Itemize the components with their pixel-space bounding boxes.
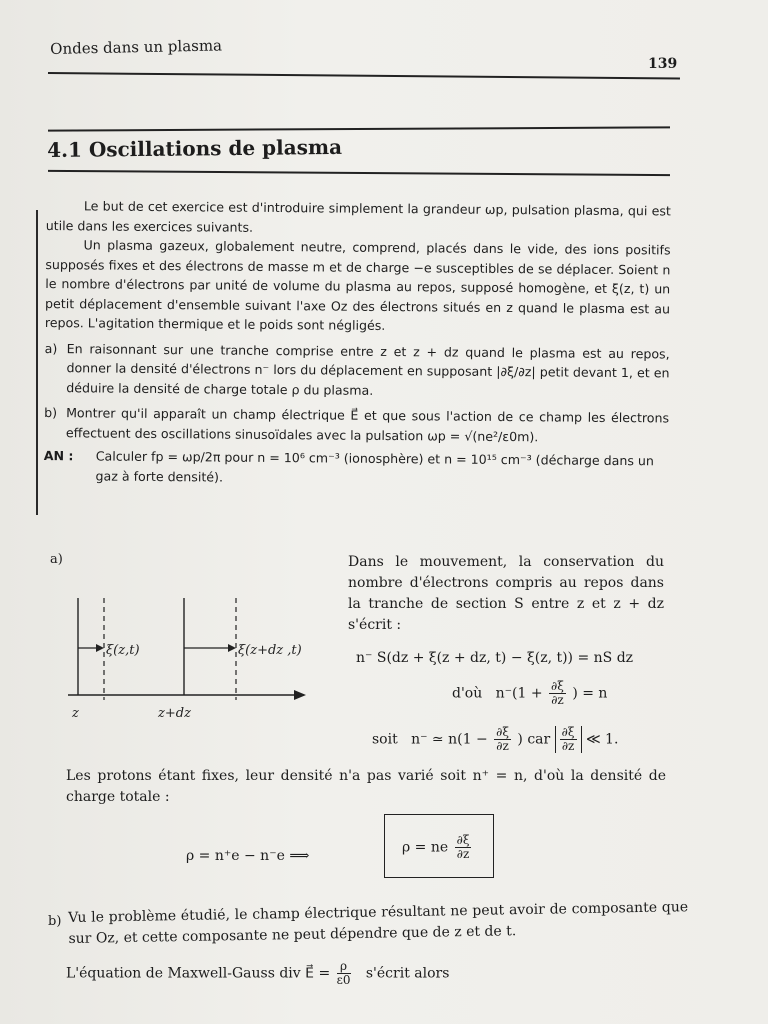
eq3-numerator: ∂ξ (496, 725, 509, 739)
eq5-denominator: ∂z (456, 847, 470, 861)
solution-b-label: b) (48, 914, 62, 929)
protons-text: Les protons étant fixes, leur densité n'a pas varié soit n⁺ = n, d'où la densité de charge totale : (66, 768, 666, 805)
maxwell-denominator: ε0 (336, 973, 351, 987)
title-rule-top (48, 126, 670, 131)
page-number: 139 (648, 56, 678, 72)
exercise-intro-1: Le but de cet exercice est d'introduire simplement la grandeur ωp, pulsation plasma, qui est utile dans les exercices suivants. (45, 198, 671, 235)
exercise-statement (43, 196, 670, 490)
eq2-prefix: d'où (452, 685, 483, 702)
slice-diagram (58, 590, 318, 724)
question-a-text: En raisonnant sur une tranche comprise entre z et z + dz quand le plasma est au repos, donner la densité d'électrons n⁻ lors du déplacement en supposant |∂ξ/∂z| petit devant 1, et en déduire la densité de charge totale ρ du plasma. (66, 340, 670, 398)
maxwell-end: s'écrit alors (365, 965, 450, 982)
eq5-left: ρ = ne (402, 839, 449, 856)
eq3-prefix: soit (372, 731, 398, 748)
eq3-abs-numerator: ∂ξ (561, 725, 575, 739)
maxwell-numerator: ρ (337, 960, 351, 974)
eq3-abs-fraction (560, 726, 577, 753)
displacement-arrowhead-1 (96, 644, 104, 652)
eq3-denominator: ∂z (496, 739, 509, 753)
an-text: Calculer fp = ωp/2π pour n = 10⁶ cm⁻³ (ionosphère) et n = 10¹⁵ cm⁻³ (décharge dans un gaz à forte densité). (95, 448, 654, 485)
equation-charge: ρ = n⁺e − n⁻e ⟹ (186, 848, 310, 864)
slice-diagram-svg (58, 590, 318, 720)
label-z-plus-dz: z+dz (158, 706, 191, 720)
eq3-right: ) car (517, 731, 551, 748)
numerical-application (43, 446, 668, 490)
exercise-intro-2: Un plasma gazeux, globalement neutre, comprend, placés dans le vide, des ions positifs supposés fixes et des électrons de masse m et de charge −e susceptibles de se déplacer. Soient n le nombre d'électrons par unité de volume du plasma au repos, supposé homogène, et ξ(z, t) un petit déplacement d'ensemble suivant l'axe Oz des électrons situés en z quand le plasma est au repos. L'agitation thermique et le poids sont négligés. (44, 237, 671, 333)
eq2-fraction (549, 680, 566, 707)
eq2-numerator: ∂ξ (551, 679, 564, 693)
eq5-fraction (455, 834, 472, 861)
eq3-abs (555, 726, 582, 753)
label-xi-zdz-t: ξ(z+dz ,t) (238, 643, 302, 658)
field-text: Vu le problème étudié, le champ électrique résultant ne peut avoir de composante que sur Oz, et cette composante ne peut dépendre que de z et de t. (68, 899, 689, 947)
exercise-margin-bar (36, 210, 38, 515)
equation-conservation: n⁻ S(dz + ξ(z + dz, t) − ξ(z, t)) = nS dz (356, 650, 634, 666)
section-title: 4.1 Oscillations de plasma (47, 134, 343, 162)
title-rule-bottom (48, 170, 670, 176)
maxwell-text: L'équation de Maxwell-Gauss div E⃗ = (66, 965, 331, 982)
displacement-arrowhead-2 (228, 644, 236, 652)
equation-approx (372, 726, 618, 753)
eq2-left: n⁻(1 + (495, 685, 543, 702)
eq2-right: ) = n (572, 685, 608, 702)
eq3-left: n⁻ ≃ n(1 − (411, 731, 488, 748)
running-head: Ondes dans un plasma (50, 36, 223, 58)
question-a-label: a) (44, 340, 58, 356)
question-a (44, 338, 669, 402)
eq3-abs-denominator: ∂z (561, 739, 575, 753)
equation-density (452, 680, 607, 707)
question-b-text: Montrer qu'il apparaît un champ électrique E⃗ et que sous l'action de ce champ les électrons effectuent des oscillations sinusoïdales avec la pulsation ωp = √(ne²/ε0m). (65, 405, 670, 444)
eq2-denominator: ∂z (551, 693, 564, 707)
maxwell-fraction (337, 960, 351, 987)
equation-maxwell-gauss (66, 960, 449, 987)
eq5-numerator: ∂ξ (456, 833, 470, 847)
conservation-text: Dans le mouvement, la conservation du nombre d'électrons compris au repos dans la tranche de section S entre z et z + dz s'écrit : (348, 554, 664, 633)
header-rule (48, 72, 680, 79)
question-b-label: b) (44, 404, 58, 421)
label-xi-z-t: ξ(z,t) (106, 643, 140, 658)
eq3-end: ≪ 1. (585, 731, 619, 748)
equation-boxed (402, 834, 473, 861)
question-b (44, 403, 669, 447)
solution-a-label: a) (50, 552, 63, 567)
eq3-fraction (494, 726, 511, 753)
z-axis-arrowhead (294, 690, 306, 700)
label-z: z (72, 706, 79, 720)
an-label: AN : (43, 447, 74, 464)
